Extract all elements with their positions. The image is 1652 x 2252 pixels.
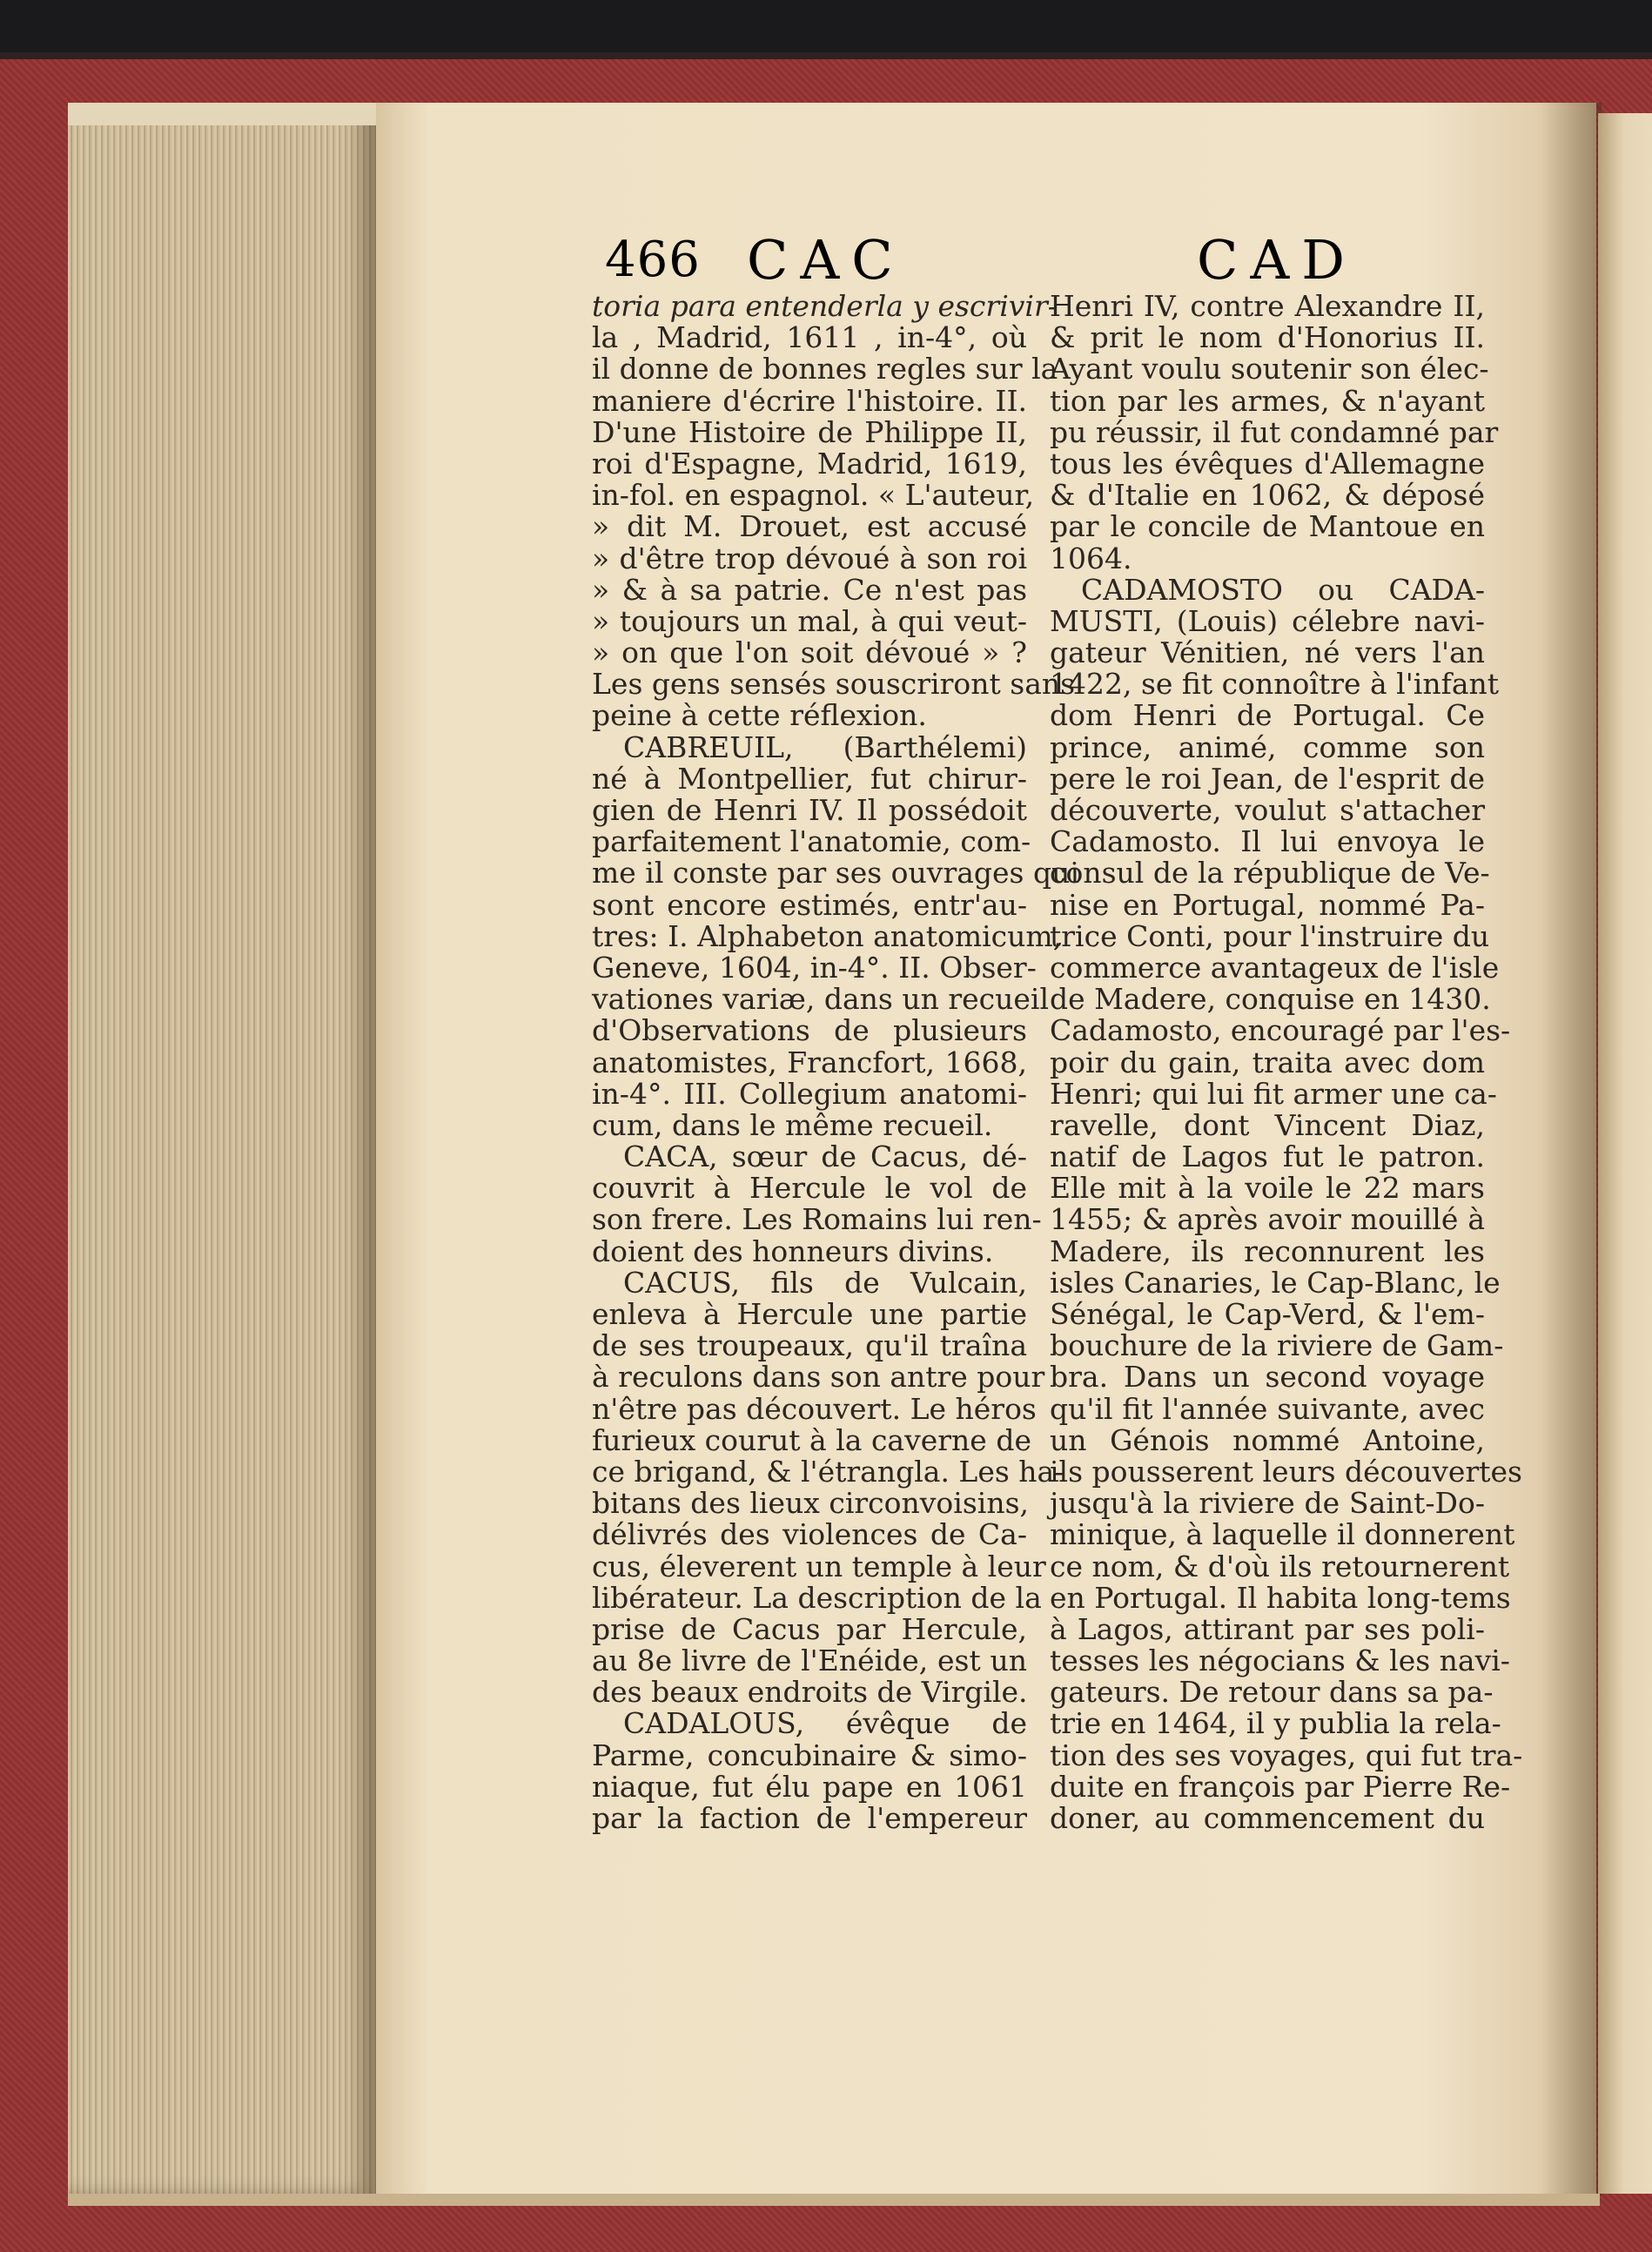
text-line: au 8e livre de l'Enéide, est un [592, 1644, 1027, 1678]
text-line: » on que l'on soit dévoué » ? [592, 635, 1027, 670]
page-number: 466 [605, 232, 701, 288]
text-line: parfaitement l'anatomie, com- [592, 824, 1031, 859]
text-line: Henri; qui lui fit armer une ca- [1050, 1076, 1497, 1111]
text-line: son frere. Les Romains lui ren- [592, 1202, 1042, 1237]
facing-page-edge [1598, 113, 1652, 2194]
text-line: dom Henri de Portugal. Ce [1050, 698, 1485, 733]
text-line: il donne de bonnes regles sur la [592, 352, 1058, 387]
text-line: jusqu'à la riviere de Saint-Do- [1050, 1486, 1485, 1521]
text-line: qu'il fit l'année suivante, avec [1050, 1391, 1485, 1426]
text-line: délivrés des violences de Ca- [592, 1517, 1027, 1552]
text-line: commerce avantageux de l'isle [1050, 950, 1500, 985]
text-line: poir du gain, traita avec dom [1050, 1045, 1485, 1079]
right-text-column [1050, 289, 1523, 1835]
page-block-top [68, 103, 377, 125]
text-line: gien de Henri IV. Il possédoit [592, 793, 1027, 827]
text-line: couvrit à Hercule le vol de [592, 1171, 1027, 1206]
text-line: par le concile de Mantoue en [1050, 509, 1485, 544]
text-line: furieux courut à la caverne de [592, 1422, 1031, 1457]
text-line: anatomistes, Francfort, 1668, [592, 1045, 1027, 1079]
text-line: bouchure de la riviere de Gam- [1050, 1328, 1504, 1363]
text-line: gateurs. De retour dans sa pa- [1050, 1675, 1494, 1710]
text-line: Madere, ils reconnurent les [1050, 1234, 1485, 1268]
text-line: prise de Cacus par Hercule, [592, 1611, 1027, 1646]
text-line: isles Canaries, le Cap-Blanc, le [1050, 1265, 1501, 1300]
text-line: tion des ses voyages, qui fut tra- [1050, 1738, 1523, 1772]
text-line: Henri IV, contre Alexandre II, [1050, 289, 1485, 323]
text-line: trie en 1464, il y publia la rela- [1050, 1706, 1501, 1741]
text-line: & d'Italie en 1062, & déposé [1050, 478, 1485, 513]
text-line: trice Conti, pour l'instruire du [1050, 918, 1490, 953]
text-line: Parme, concubinaire & simo- [592, 1738, 1027, 1772]
text-line: Sénégal, le Cap-Verd, & l'em- [1050, 1297, 1485, 1331]
text-line: de Madere, conquise en 1430. [1050, 982, 1491, 1017]
text-line: ils pousserent leurs découvertes [1050, 1454, 1522, 1489]
text-line: pu réussir, il fut condamné par [1050, 414, 1499, 449]
page-bottom-edge [68, 2194, 1600, 2206]
text-line: CADALOUS, évêque de [623, 1706, 1027, 1741]
text-line: peine à cette réflexion. [592, 698, 927, 733]
text-line: Les gens sensés souscriront sans [592, 667, 1076, 702]
text-line: tous les évêques d'Allemagne [1050, 446, 1485, 481]
text-line: vationes variæ, dans un recueil [592, 982, 1050, 1017]
text-line: ce brigand, & l'étrangla. Les ha- [592, 1454, 1064, 1489]
left-text-column [592, 289, 1079, 1835]
text-line: roi d'Espagne, Madrid, 1619, [592, 446, 1027, 481]
text-line: toria para entenderla y escrivir- [592, 289, 1058, 323]
text-line: & prit le nom d'Honorius II. [1050, 320, 1485, 355]
text-line: me il conste par ses ouvrages qui [592, 856, 1079, 891]
page-block-edges [68, 103, 377, 2196]
text-line: maniere d'écrire l'histoire. II. [592, 383, 1027, 418]
text-line: in-fol. en espagnol. « L'auteur, [592, 478, 1035, 513]
text-line: CACUS, fils de Vulcain, [623, 1265, 1027, 1300]
text-line: in-4°. III. Collegium anatomi- [592, 1076, 1027, 1111]
text-line: bitans des lieux circonvoisins, [592, 1486, 1030, 1521]
text-line: duite en françois par Pierre Re- [1050, 1769, 1511, 1804]
text-line: enleva à Hercule une partie [592, 1297, 1027, 1331]
text-line: » d'être trop dévoué à son roi [592, 541, 1027, 575]
text-line: en Portugal. Il habita long-tems [1050, 1580, 1511, 1615]
text-line: gateur Vénitien, né vers l'an [1050, 635, 1485, 670]
text-line: tres: I. Alphabeton anatomicum, [592, 918, 1063, 953]
text-line: CACA, sœur de Cacus, dé- [623, 1139, 1027, 1174]
text-line: MUSTI, (Louis) célebre navi- [1050, 603, 1485, 638]
text-line: prince, animé, comme son [1050, 729, 1485, 764]
text-line: nise en Portugal, nommé Pa- [1050, 887, 1485, 922]
running-head-left: CAC [747, 228, 905, 292]
text-line: Elle mit à la voile le 22 mars [1050, 1171, 1485, 1206]
text-line: pere le roi Jean, de l'esprit de [1050, 761, 1485, 796]
text-line: la , Madrid, 1611 , in-4°, où [592, 320, 1027, 355]
text-line: de ses troupeaux, qu'il traîna [592, 1328, 1027, 1363]
text-line: Cadamosto. Il lui envoya le [1050, 824, 1485, 859]
text-line: d'Observations de plusieurs [592, 1013, 1027, 1048]
text-line: 1422, se fit connoître à l'infant [1050, 667, 1500, 702]
text-line: doner, au commencement du [1050, 1801, 1485, 1835]
text-line: à reculons dans son antre pour [592, 1360, 1045, 1395]
text-line: 1064. [1050, 541, 1132, 575]
text-line: tesses les négocians & les navi- [1050, 1644, 1510, 1678]
text-line: tion par les armes, & n'ayant [1050, 383, 1485, 418]
text-line: cum, dans le même recueil. [592, 1107, 993, 1142]
text-line: CADAMOSTO ou CADA- [1081, 572, 1485, 607]
text-line: ravelle, dont Vincent Diaz, [1050, 1107, 1485, 1142]
text-line: CABREUIL, (Barthélemi) [623, 729, 1027, 764]
text-line: » dit M. Drouet, est accusé [592, 509, 1027, 544]
text-line: 1455; & après avoir mouillé à [1050, 1202, 1485, 1237]
text-line: D'une Histoire de Philippe II, [592, 414, 1027, 449]
text-line: cus, éleverent un temple à leur [592, 1549, 1046, 1583]
text-line: ce nom, & d'où ils retournerent [1050, 1549, 1510, 1583]
text-line: libérateur. La description de la [592, 1580, 1042, 1615]
text-line: par la faction de l'empereur [592, 1801, 1027, 1835]
text-line: doient des honneurs divins. [592, 1234, 994, 1268]
text-line: à Lagos, attirant par ses poli- [1050, 1611, 1485, 1646]
text-line: consul de la république de Ve- [1050, 856, 1490, 891]
text-line: bra. Dans un second voyage [1050, 1360, 1485, 1395]
text-line: » & à sa patrie. Ce n'est pas [592, 572, 1027, 607]
running-head-right: CAD [1197, 228, 1357, 292]
gutter-shadow [1541, 103, 1602, 2196]
text-line: n'être pas découvert. Le héros [592, 1391, 1037, 1426]
text-line: minique, à laquelle il donnerent [1050, 1517, 1515, 1552]
text-line: Cadamosto, encouragé par l'es- [1050, 1013, 1511, 1048]
text-line: niaque, fut élu pape en 1061 [592, 1769, 1027, 1804]
text-line: découverte, voulut s'attacher [1050, 793, 1485, 827]
text-line: Geneve, 1604, in-4°. II. Obser- [592, 950, 1037, 985]
text-line: Ayant voulu soutenir son élec- [1050, 352, 1489, 387]
text-line: natif de Lagos fut le patron. [1050, 1139, 1485, 1174]
text-line: des beaux endroits de Virgile. [592, 1675, 1028, 1710]
text-line: sont encore estimés, entr'au- [592, 887, 1027, 922]
text-line: un Génois nommé Antoine, [1050, 1422, 1485, 1457]
text-line: » toujours un mal, à qui veut- [592, 603, 1027, 638]
text-line: né à Montpellier, fut chirur- [592, 761, 1027, 796]
